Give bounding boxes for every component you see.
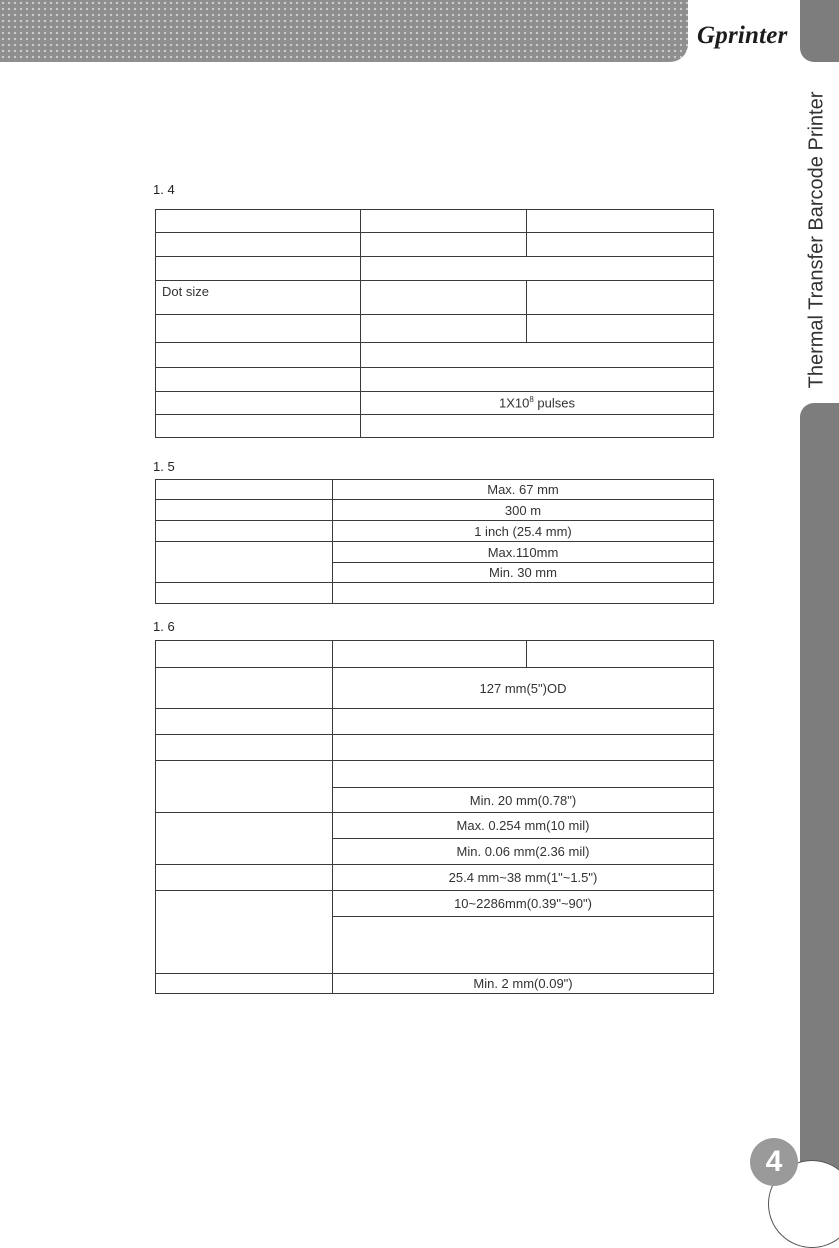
cell: Min. 20 mm(0.78") [333,788,714,813]
cell: Max. 67 mm [333,480,714,500]
spec-table-1-6 [155,640,714,994]
table-row [156,281,714,315]
page-number-badge: 4 [750,1138,798,1186]
table-row [156,415,714,438]
cell: 10~2286mm(0.39"~90") [333,891,714,917]
table-row [156,641,714,668]
table-row [156,709,714,735]
table-row [156,891,714,917]
table-row [156,343,714,368]
spec-table-1-5 [155,479,714,604]
cell: Min. 30 mm [333,563,714,583]
section-1-6-label: 1. 6 [153,619,175,634]
cell: Min. 0.06 mm(2.36 mil) [333,839,714,865]
table-row [156,210,714,233]
cell: Min. 2 mm(0.09") [333,974,714,994]
cell: 25.4 mm~38 mm(1"~1.5") [333,865,714,891]
cell: Max. 0.254 mm(10 mil) [333,813,714,839]
pulses-value: 1X10 [498,395,530,411]
table-row [156,583,714,604]
brand-logo: Gprinter [697,22,788,49]
cell: 1 inch (25.4 mm) [333,521,714,542]
table-row [156,480,714,500]
table-row [156,542,714,563]
table-row [156,761,714,788]
table-row [156,521,714,542]
section-1-5-label: 1. 5 [153,459,175,474]
cell: 300 m [333,500,714,521]
table-row [156,233,714,257]
spec-table-1-4 [155,209,714,438]
section-1-4-label: 1. 4 [153,182,175,197]
pulses-exponent: 8 [529,395,534,405]
side-title-text: Thermal Transfer Barcode Printer [805,91,828,389]
table-row [156,668,714,709]
side-tab-top [800,0,839,62]
table-row [156,813,714,839]
table-row [156,315,714,343]
table-row [156,500,714,521]
table-row [156,257,714,281]
table-row [156,865,714,891]
cell: 127 mm(5")OD [333,668,714,709]
table-row [156,392,714,415]
table-row [156,368,714,392]
dot-size-label: Dot size [162,284,209,299]
table-row [156,974,714,994]
side-tab-bar [800,403,839,1225]
header-band [0,0,688,62]
cell: Max.110mm [333,542,714,563]
pulses-unit: pulses [533,395,576,411]
table-row [156,735,714,761]
